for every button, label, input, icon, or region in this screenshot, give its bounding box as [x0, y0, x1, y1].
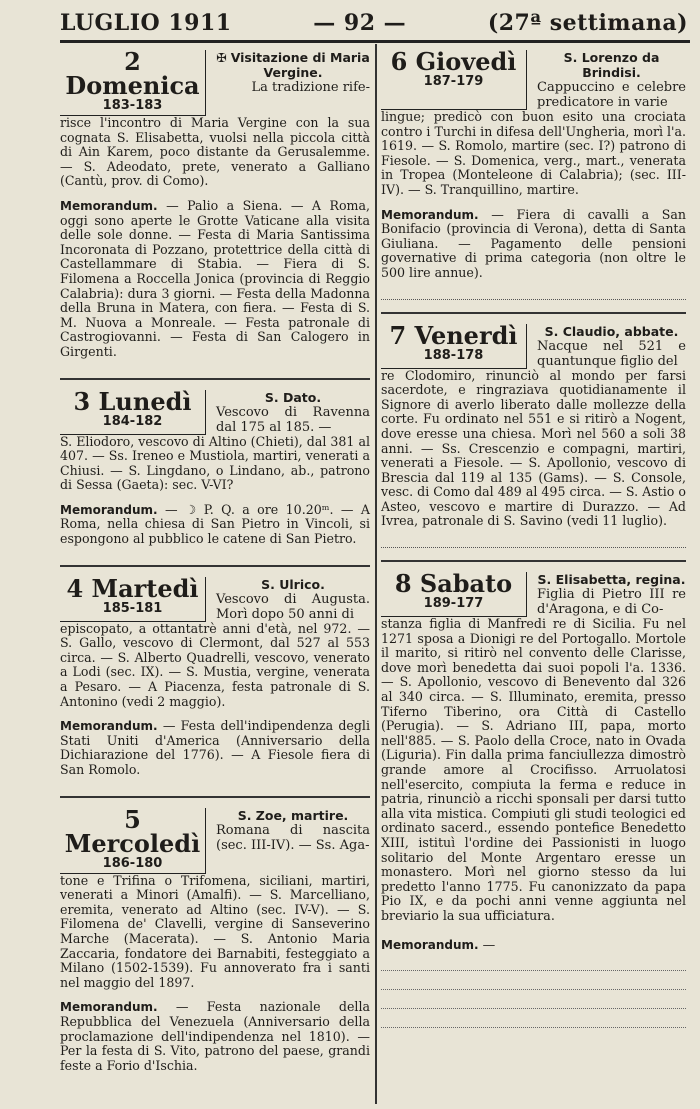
day-name: 8 Sabato	[394, 569, 513, 599]
saint-text: re Clodomiro, rinunciò al mondo per farsi sacerdote, e ringraziava quotidianamente il Signore di averlo liberato dalle mollezze della corte. Fu ordinato nel 551 e si ritirò a Nogent, dove eresse una chiesa. Morì nel 560 a soli 38 anni. — Ss. Crescenzio e compagni, martiri, venerati a Fiesole. — S. Apollonio, vescovo di Brescia dal 119 al 135 (Gams). — S. Console, vesc. di Como dal 489 al 495 circa. — S. Astio o Asteo, vescovo e martire di Durazzo. — Ad Ivrea, patronale di S. Savino (vedi 11 luglio).	[381, 367, 686, 529]
month-year: LUGLIO 1911	[60, 10, 232, 36]
dotted-line	[381, 952, 686, 971]
day-name: 3 Lunedì	[73, 386, 192, 416]
saint-text: S. Eliodoro, vescovo di Altino (Chieti), dal 381 al 407. — Ss. Ireneo e Mustiola, martiri, venerati a Chiusi. — S. Lingdano, o Lindano, ab., patrono di Sessa (Gaeta): sec. V-VI?	[60, 433, 370, 493]
saint-intro: Cappuccino e celebre predicatore in varie	[537, 80, 686, 110]
saint-title: S. Claudio, abbate.	[544, 323, 679, 339]
entry-sabato	[381, 569, 686, 1028]
dotted-separator	[381, 547, 686, 548]
day-name: 2 Domenica	[65, 47, 200, 100]
column-divider	[375, 44, 377, 1104]
day-box	[381, 569, 527, 617]
memorandum: Memorandum. — Fiera di cavalli a San Bonifacio (provincia di Verona), detta di Santa Giuliana. — Pagamento delle pensioni governative di prima categoria (non oltre le 500 lire annue).	[381, 206, 686, 280]
entry-lunedi	[60, 386, 370, 547]
left-column	[60, 47, 370, 1073]
memorandum: Memorandum. —	[381, 936, 496, 952]
saint-intro: Figlia di Pietro III re d'Aragona, e di Co-	[537, 587, 686, 618]
saint-intro: Vescovo di Ravenna dal 175 al 185. —	[216, 404, 370, 435]
entry-mercoledi	[60, 804, 370, 1074]
memorandum: Memorandum. — Palio a Siena. — A Roma, oggi sono aperte le Grotte Vaticane alla visita delle sole donne. — Festa di Maria Santissima Incoronata di Pozzano, protettrice della città di Castellammare di Stabia. — Fiera di S. Filomena a Roccella Jonica (provincia di Reggio Calabria): dura 3 giorni. — Festa della Madonna della Bruna in Matera, con fiera. — Festa di S. M. Nuova a Monreale. — Festa patronale di Castrogiovanni. — Festa di San Calogero in Girgenti.	[60, 197, 370, 359]
memorandum-label: Memorandum.	[60, 502, 158, 517]
saint-text: lingue; predicò con buon esito una crociata contro i Turchi in difesa dell'Ungheria, morì l'a. 1619. — S. Romolo, martire (sec. I?) patrono di Fiesole. — S. Domenica, verg., mart., venerata in Tropea (Monteleone di Calabria); (sec. III-IV). — S. Tranquillino, martire.	[381, 109, 687, 197]
day-box	[381, 47, 527, 110]
saint-intro: Vescovo di Augusta. Morì dopo 50 anni di	[216, 591, 370, 622]
day-number: 184-182	[102, 413, 163, 429]
day-number: 187-179	[423, 74, 484, 89]
separator	[60, 796, 370, 798]
saint-text: stanza figlia di Manfredi re di Sicilia. Fu nel 1271 sposa a Dionigi re del Portogallo. Mortole il marito, si ritirò nel convento delle Clarisse, dove morì benedetta dai suoi popoli l'a. 1336. — S. Apollonio, vescovo di Benevento dal 326 al 340 circa. — S. Illuminato, eremita, presso Tiferno Tiberino, ora Città di Castello (Perugia). — S. Adriano III, papa, morto nell'885. — S. Paolo della Croce, nato in Ovada (Liguria). Fin dalla prima fanciullezza dimostrò grande amore al Crocifisso. Arruolatosi nell'esercito, compiuta la ferma e reduce in patria, rinunciò a ricchi sponsali per darsi tutto alla vita mistica. Compiuti gli studi teologici ed ordinato sacerd., essendo pontefice Benedetto XIII, istituì l'ordine dei Passionisti in luogo solitario del Monte Argentaro eresse un monastero. Morì nel giorno stesso da lui predetto l'anno 1775. Fu canonizzato da papa Pio IX, e da pochi anni venne aggiunta nel breviario la sua ufficiatura.	[381, 616, 686, 923]
day-number: 188-178	[423, 347, 484, 363]
saint-intro: Romana di nascita (sec. III-IV). — Ss. Aga-	[216, 822, 370, 853]
dotted-line	[381, 1009, 686, 1028]
saint-intro: La tradizione rife-	[251, 80, 370, 95]
saint-title: S. Elisabetta, regina.	[537, 572, 686, 588]
day-box	[60, 386, 206, 435]
page-number: — 92 —	[313, 10, 407, 36]
saint-text: risce l'incontro di Maria Vergine con la sua cognata S. Elisabetta, vuolsi nella piccola città di Ain Karem, poco distante da Gerusalemme. — S. Adeodato, prete, venerato a Galliano (Cantù, prov. di Como).	[60, 115, 370, 189]
page-header	[60, 8, 688, 38]
saint-title: S. Lorenzo da Brindisi.	[563, 50, 660, 80]
day-box	[60, 804, 206, 874]
dotted-line	[381, 990, 686, 1009]
day-box	[381, 320, 527, 369]
saint-text: episcopato, a ottantatrè anni d'età, nel 972. — S. Gallo, vescovo di Clermont, dal 527 al 553 circa. — S. Alberto Quadrelli, vescovo, venerato a Lodi (sec. IX). — S. Mustia, vergine, venerata a Pesaro. — A Piacenza, festa patronale di S. Antonino (vedi 2 maggio).	[60, 620, 370, 709]
separator	[60, 565, 370, 567]
memorandum: Memorandum. — Festa nazionale della Repubblica del Venezuela (Anniversario della proclamazione dell'indipendenza nel 1810). — Per la festa di S. Vito, patrono del paese, grandi feste a Forio d'Ischia.	[60, 999, 370, 1073]
memorandum: Memorandum. — ☽ P. Q. a ore 10.20ᵐ. — A Roma, nella chiesa di San Pietro in Vincoli, si espongono al pubblico le catene di San Pietro.	[60, 501, 370, 547]
saint-title: S. Dato.	[264, 389, 322, 405]
day-box	[60, 47, 206, 116]
entry-domenica	[60, 47, 370, 360]
entry-martedi	[60, 573, 370, 778]
separator	[381, 560, 686, 562]
right-column	[381, 47, 687, 1028]
saint-title: S. Ulrico.	[261, 576, 325, 592]
day-name: 6 Giovedì	[390, 47, 517, 76]
day-number: 185-181	[102, 600, 163, 616]
saint-title: S. Zoe, martire.	[237, 807, 349, 823]
memorandum-label: Memorandum.	[381, 937, 479, 952]
week-number: (27ª settimana)	[487, 10, 688, 36]
day-name: 4 Martedì	[66, 573, 199, 603]
memorandum-label: Memorandum.	[60, 1000, 158, 1015]
dotted-line	[381, 971, 686, 990]
memorandum-label: Memorandum.	[381, 207, 479, 222]
header-rule	[60, 40, 690, 43]
day-box	[60, 573, 206, 622]
entry-venerdi	[381, 320, 686, 530]
cross-icon: ✠	[216, 50, 227, 65]
memorandum-label: Memorandum.	[60, 198, 158, 213]
saint-intro: Nacque nel 521 e quantunque figlio del	[537, 338, 686, 369]
day-name: 5 Mercoledì	[64, 804, 201, 858]
separator	[381, 312, 686, 314]
memorandum: Memorandum. — Festa dell'indipendenza degli Stati Uniti d'America (Anniversario della Dichiarazione del 1776). — A Fiesole fiera di San Romolo.	[60, 718, 370, 777]
day-number: 186-180	[102, 855, 163, 871]
separator	[60, 378, 370, 380]
saint-text: tone e Trifina o Trifomena, siciliani, martiri, venerati a Minori (Amalfi). — S. Marcelliano, eremita, venerato ad Altino (sec. IV-V). — S. Filomena de' Clavelli, vergine di Sanseverino Marche (Macerata). — S. Antonio Maria Zaccaria, fondatore dei Barnabiti, festeggiato a Milano (1502-1539). Fu annoverato fra i santi nel maggio del 1897.	[60, 872, 370, 990]
entry-giovedi	[381, 47, 687, 281]
memorandum-label: Memorandum.	[60, 719, 158, 734]
day-number: 189-177	[423, 596, 484, 612]
day-number: 183-183	[102, 98, 163, 113]
saint-title: ✠ Visitazione di Maria Vergine.	[216, 50, 370, 80]
dotted-separator	[381, 299, 686, 300]
day-name: 7 Venerdì	[389, 320, 518, 350]
